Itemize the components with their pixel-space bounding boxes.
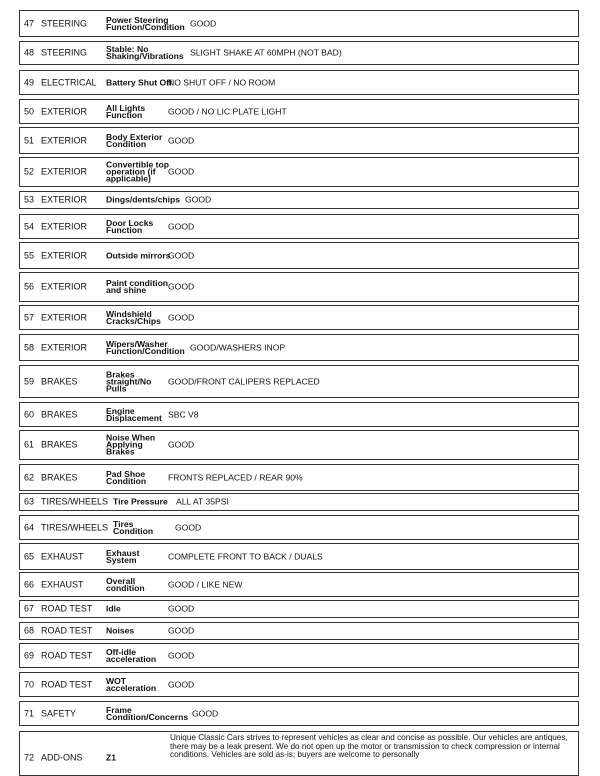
row-category: SAFETY xyxy=(41,708,77,718)
row-item: Wipers/Washer Function/Condition xyxy=(106,338,185,356)
row-item: Overall condition xyxy=(106,575,145,593)
table-row xyxy=(19,701,579,726)
row-item: Brakes straight/No Pulls xyxy=(106,368,152,394)
row-value: GOOD xyxy=(168,281,195,292)
row-category: EXTERIOR xyxy=(41,221,88,231)
row-item: Noises xyxy=(106,625,135,636)
table-row xyxy=(19,493,579,511)
row-number: 49 xyxy=(24,77,35,87)
row-item: Power Steering Function/Condition xyxy=(106,14,185,32)
row-number: 50 xyxy=(24,106,35,116)
row-value: GOOD xyxy=(192,708,219,719)
row-category: ROAD TEST xyxy=(41,679,93,689)
row-number: 68 xyxy=(24,625,35,636)
row-item: Body Exterior Condition xyxy=(106,131,163,149)
table-row xyxy=(19,127,579,154)
row-number: 56 xyxy=(24,281,35,292)
row-item: Convertible top operation (if applicable) xyxy=(106,159,170,184)
row-category: TIRES/WHEELS xyxy=(41,522,109,532)
row-value: GOOD xyxy=(168,603,195,614)
table-row xyxy=(19,10,579,37)
row-value: GOOD xyxy=(168,312,195,323)
row-item: Windshield Cracks/Chips xyxy=(106,308,161,326)
table-row xyxy=(19,672,579,697)
row-item: Exhaust System xyxy=(106,547,140,565)
table-row xyxy=(19,430,579,460)
table-row xyxy=(19,242,579,269)
row-category: EXTERIOR xyxy=(41,194,88,205)
row-value: GOOD xyxy=(168,439,195,450)
table-row xyxy=(19,272,579,302)
row-category: BRAKES xyxy=(41,376,78,386)
row-number: 70 xyxy=(24,679,35,689)
row-category: EXTERIOR xyxy=(41,342,88,352)
table-row xyxy=(19,99,579,124)
row-value: GOOD xyxy=(168,625,195,636)
row-number: 57 xyxy=(24,312,35,322)
row-number: 52 xyxy=(24,166,35,177)
table-row xyxy=(19,334,579,361)
row-category: ROAD TEST xyxy=(41,603,93,614)
row-category: EXTERIOR xyxy=(41,166,88,177)
row-value: SLIGHT SHAKE AT 60MPH (NOT BAD) xyxy=(190,47,342,58)
table-row xyxy=(19,70,579,95)
row-number: 63 xyxy=(24,496,35,507)
row-number: 47 xyxy=(24,18,35,28)
row-category: STEERING xyxy=(41,47,88,58)
table-row xyxy=(19,572,579,597)
row-number: 48 xyxy=(24,47,35,58)
row-number: 72 xyxy=(24,752,35,763)
row-category: ELECTRICAL xyxy=(41,77,97,87)
row-item: Engine Displacement xyxy=(106,405,162,423)
table-row xyxy=(19,41,579,65)
table-row xyxy=(19,214,579,239)
row-category: EXTERIOR xyxy=(41,135,88,145)
row-item: Stable: No Shaking/Vibrations xyxy=(106,43,184,61)
row-value: FRONTS REPLACED / REAR 90% xyxy=(168,472,303,483)
row-item: Z1 xyxy=(106,752,117,763)
row-number: 53 xyxy=(24,194,35,205)
row-number: 60 xyxy=(24,409,35,419)
table-row xyxy=(19,643,579,668)
table-row xyxy=(19,402,579,427)
row-category: BRAKES xyxy=(41,439,78,450)
row-value: ALL AT 35PSI xyxy=(176,496,229,507)
row-item: Paint condition and shine xyxy=(106,277,169,295)
row-category: ADD-ONS xyxy=(41,752,83,763)
row-item: Tire Pressure xyxy=(113,496,168,507)
row-item: Dings/dents/chips xyxy=(106,194,181,205)
row-value: Unique Classic Cars strives to represent vehicles as clear and concise as possible. Our vehicles are antiques, there may be a leak present. We do not open up the motor or transmission to check compression or internal conditions. Vehicles are sold as-is; buyers are welcome to personally xyxy=(170,733,568,760)
table-row xyxy=(19,622,579,640)
row-value: GOOD xyxy=(168,679,195,690)
table-row xyxy=(19,157,579,187)
row-value: GOOD / NO LIC PLATE LIGHT xyxy=(168,106,287,117)
row-item: Frame Condition/Concerns xyxy=(106,704,189,722)
row-value: SBC V8 xyxy=(168,409,199,420)
row-value: GOOD xyxy=(168,221,195,232)
row-item: Battery Shut Off xyxy=(106,76,172,87)
row-value: NO SHUT OFF / NO ROOM xyxy=(168,77,276,88)
table-row xyxy=(19,543,579,570)
row-value: COMPLETE FRONT TO BACK / DUALS xyxy=(168,551,323,562)
table-row xyxy=(19,731,579,776)
row-category: BRAKES xyxy=(41,472,78,482)
row-value: GOOD/WASHERS INOP xyxy=(190,342,286,353)
row-value: GOOD xyxy=(185,194,212,205)
table-row xyxy=(19,365,579,398)
row-number: 64 xyxy=(24,522,35,532)
row-category: STEERING xyxy=(41,18,88,28)
row-number: 62 xyxy=(24,472,35,482)
row-item: Off-idle acceleration xyxy=(106,646,157,664)
row-category: EXTERIOR xyxy=(41,312,88,322)
row-number: 61 xyxy=(24,439,35,450)
row-number: 71 xyxy=(24,708,35,718)
row-category: BRAKES xyxy=(41,409,78,419)
row-category: EXHAUST xyxy=(41,551,84,561)
row-category: TIRES/WHEELS xyxy=(41,496,109,507)
row-category: EXTERIOR xyxy=(41,106,88,116)
table-row xyxy=(19,191,579,209)
row-number: 67 xyxy=(24,603,35,614)
row-number: 66 xyxy=(24,579,35,589)
row-item: Idle xyxy=(106,603,121,614)
row-item: Tires Condition xyxy=(113,518,154,536)
row-number: 58 xyxy=(24,342,35,352)
row-number: 65 xyxy=(24,551,35,561)
row-number: 59 xyxy=(24,376,35,386)
row-item: Pad Shoe Condition xyxy=(106,468,147,486)
row-number: 51 xyxy=(24,135,35,145)
row-number: 55 xyxy=(24,250,35,260)
table-row xyxy=(19,464,579,491)
row-category: ROAD TEST xyxy=(41,625,93,636)
table-row xyxy=(19,515,579,540)
row-category: EXHAUST xyxy=(41,579,84,589)
row-value: GOOD xyxy=(175,522,202,533)
table-row xyxy=(19,305,579,330)
row-item: Door Locks Function xyxy=(106,217,154,235)
row-category: EXTERIOR xyxy=(41,250,88,260)
table-row xyxy=(19,600,579,618)
row-value: GOOD xyxy=(168,650,195,661)
row-value: GOOD / LIKE NEW xyxy=(168,579,243,590)
row-number: 54 xyxy=(24,221,35,231)
row-value: GOOD xyxy=(168,135,195,146)
row-item: All Lights Function xyxy=(106,102,146,120)
row-item: Noise When Applying Brakes xyxy=(106,432,156,457)
row-value: GOOD xyxy=(168,250,195,261)
row-value: GOOD xyxy=(168,166,195,177)
row-category: ROAD TEST xyxy=(41,650,93,660)
row-item: WOT acceleration xyxy=(106,675,157,693)
row-number: 69 xyxy=(24,650,35,660)
row-item: Outside mirrors xyxy=(106,249,171,260)
row-category: EXTERIOR xyxy=(41,281,88,292)
row-value: GOOD xyxy=(190,18,217,29)
row-value: GOOD/FRONT CALIPERS REPLACED xyxy=(168,376,320,387)
